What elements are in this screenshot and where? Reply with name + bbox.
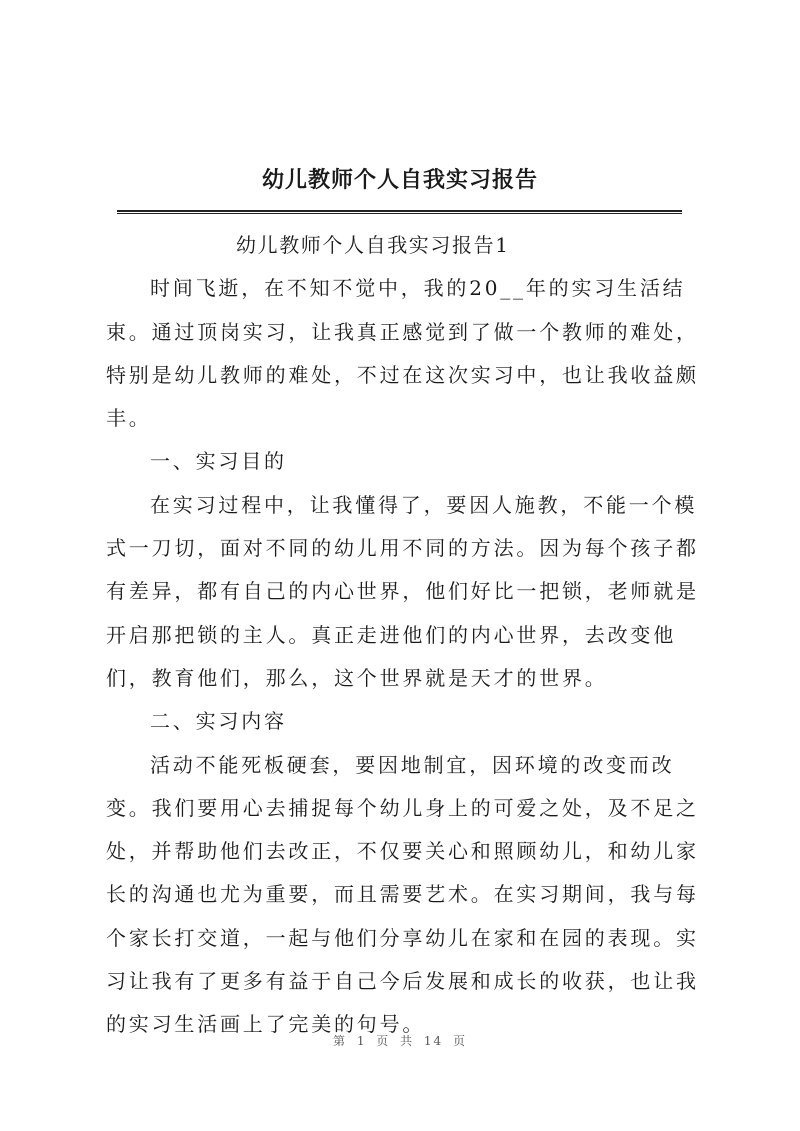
paragraph-intro: 时间飞逝，在不知不觉中，我的20__年的实习生活结束。通过顶岗实习，让我真正感觉到了做一个教师的难处，特别是幼儿教师的难处，不过在这次实习中，也让我收益颇丰。 xyxy=(106,276,699,431)
title-divider xyxy=(117,210,682,214)
heading-purpose: 一、实习目的 xyxy=(150,449,287,474)
document-title: 幼儿教师个人自我实习报告 xyxy=(261,167,538,193)
section-subtitle: 幼儿教师个人自我实习报告1 xyxy=(236,233,510,257)
heading-content: 二、实习内容 xyxy=(150,709,287,734)
document-body xyxy=(106,224,714,1047)
paragraph-content: 活动不能死板硬套，要因地制宜，因环境的改变而改变。我们要用心去捕捉每个幼儿身上的可爱之处，及不足之处，并帮助他们去改正，不仅要关心和照顾幼儿，和幼儿家长的沟通也尤为重要，而且需要艺术。在实习期间，我与每个家长打交道，一起与他们分享幼儿在家和在园的表现。实习让我有了更多有益于自己今后发展和成长的收获，也让我的实习生活画上了完美的句号。 xyxy=(106,752,699,1037)
paragraph-purpose: 在实习过程中，让我懂得了，要因人施教，不能一个模式一刀切，面对不同的幼儿用不同的方法。因为每个孩子都有差异，都有自己的内心世界，他们好比一把锁，老师就是开启那把锁的主人。真正走进他们的内心世界，去改变他们，教育他们，那么，这个世界就是天才的世界。 xyxy=(106,492,699,690)
page-number-footer: 第 1 页 共 14 页 xyxy=(333,1034,467,1048)
